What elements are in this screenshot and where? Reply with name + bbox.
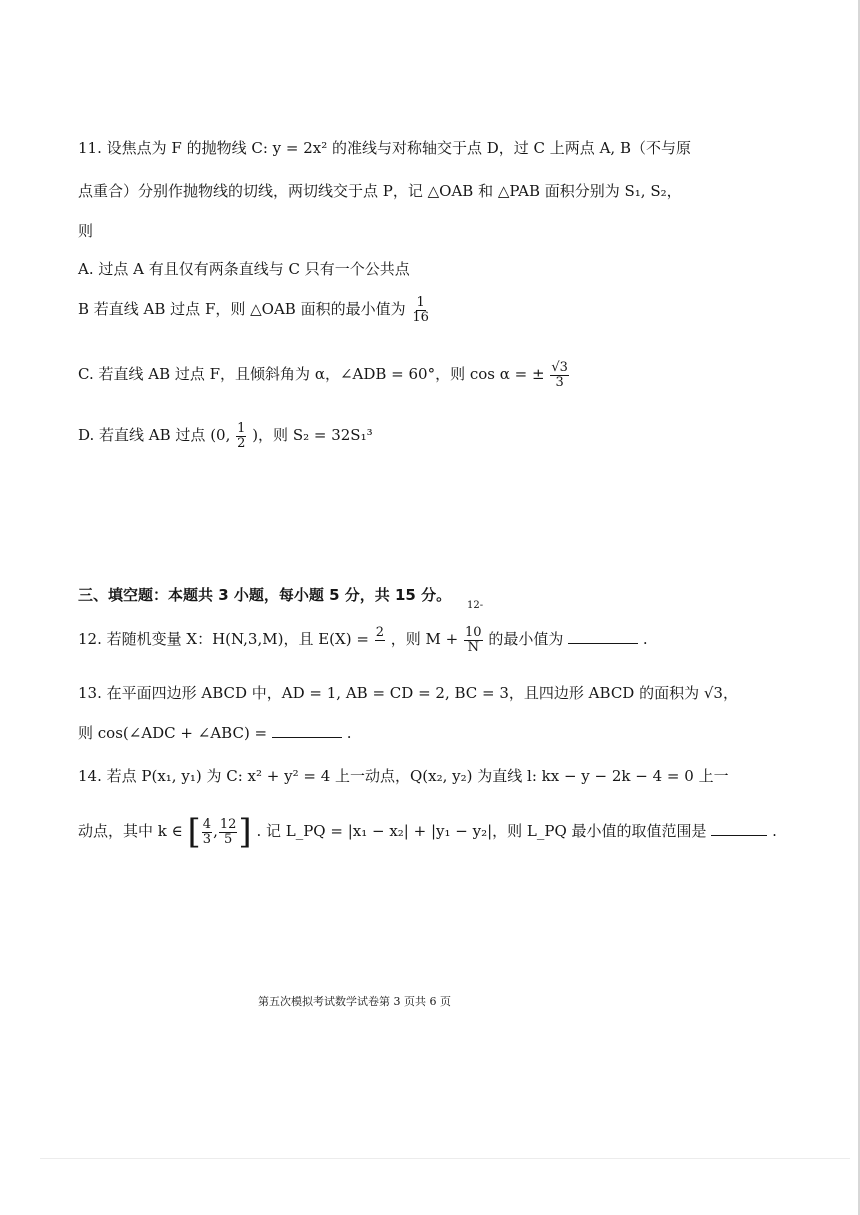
q11-line3: 则 <box>78 222 94 240</box>
q12-text: 12. 若随机变量 X：H(N,3,M)，且 E(X) = <box>78 630 369 649</box>
left-bracket: [ <box>187 812 201 852</box>
q11-option-a: A. 过点 A 有且仅有两条直线与 C 只有一个公共点 <box>78 260 410 278</box>
q13-line1: 13. 在平面四边形 ABCD 中，AD = 1, AB = CD = 2, BC = 3，且四边形 ABCD 的面积为 √3， <box>78 684 738 702</box>
fraction-numerator: 1 <box>237 421 246 436</box>
q14-fraction-upper <box>219 818 238 846</box>
q14-answer-blank[interactable] <box>711 821 767 836</box>
fraction-denominator: 3 <box>555 374 564 390</box>
q14-line1: 14. 若点 P(x₁, y₁) 为 C: x² + y² = 4 上一动点，Q(x₂, y₂) 为直线 l: kx − y − 2k − 4 = 0 上一 <box>78 767 729 785</box>
fraction-numerator: 12 <box>219 816 237 832</box>
q12 <box>78 626 648 654</box>
fraction-numerator: 1 <box>416 295 425 310</box>
scan-edge-bottom <box>40 1158 850 1159</box>
q11-line2: 点重合）分别作抛物线的切线，两切线交于点 P，记 △OAB 和 △PAB 面积分别为 S₁, S₂， <box>78 182 682 200</box>
q13-text: 则 cos(∠ADC + ∠ABC) = <box>78 724 268 742</box>
fraction-denominator <box>377 641 383 655</box>
fraction-numerator: 2 <box>375 625 384 640</box>
right-bracket: ] <box>238 812 252 852</box>
q12-fraction-ex <box>375 626 385 654</box>
fraction-denominator: 2 <box>237 435 246 451</box>
fraction-denominator: 5 <box>223 831 233 847</box>
q11-option-d-fraction <box>236 422 246 450</box>
fraction-denominator: 16 <box>412 309 429 325</box>
fraction-denominator: N <box>467 639 479 655</box>
fraction-numerator: 4 <box>202 816 212 832</box>
q11-line1: 11. 设焦点为 F 的抛物线 C: y = 2x² 的准线与对称轴交于点 D，过 C 上两点 A, B（不与原 <box>78 139 691 157</box>
q12-end: . <box>642 630 648 649</box>
q11-option-b-fraction <box>411 296 430 324</box>
q11-option-d <box>78 422 373 450</box>
section-3-heading: 三、填空题：本题共 3 小题，每小题 5 分，共 15 分。 <box>78 586 452 604</box>
q13-end: . <box>346 724 352 742</box>
q14-mid: . 记 L_PQ = |x₁ − x₂| + |y₁ − y₂|，则 L_PQ 最小值的取值范围是 <box>256 822 707 840</box>
q14-fraction-lower <box>202 818 212 846</box>
q11-option-b-text: B 若直线 AB 过点 F，则 △OAB 面积的最小值为 <box>78 300 406 319</box>
q11-option-c-text: C. 若直线 AB 过点 F，且倾斜角为 α，∠ADB = 60°，则 cos α = ± <box>78 365 545 384</box>
q12-post: 的最小值为 <box>488 630 564 649</box>
q13-line2 <box>78 722 351 743</box>
q14-end: . <box>772 822 777 840</box>
fraction-numerator: 10 <box>465 625 482 640</box>
fraction-numerator: √3 <box>551 360 568 375</box>
q11-option-d-text: D. 若直线 AB 过点 (0, <box>78 426 231 445</box>
q11-option-c-fraction <box>550 361 569 389</box>
page-footer: 第五次模拟考试数学试卷第 3 页共 6 页 <box>258 995 451 1008</box>
q14-line2: 动点，其中 k ∈ [ $\frac{4}{3}$ , $\frac{12}{5}$ ] . 记 L_PQ = |x₁ − x₂| + |y₁ − y₂|，则 L_PQ 最小值的取值范围是 . <box>78 812 777 852</box>
q11-option-b <box>78 296 431 324</box>
fraction-denominator: 3 <box>202 831 212 847</box>
q13-answer-blank[interactable] <box>272 723 342 738</box>
q12-mid: ，则 M + <box>390 630 459 649</box>
q14-text: 动点，其中 k ∈ <box>78 822 183 840</box>
q12-answer-blank[interactable] <box>568 629 638 644</box>
q12-fraction-10n <box>464 626 483 654</box>
stray-mark: 12- <box>467 600 484 611</box>
q11-option-c <box>78 361 570 389</box>
q11-option-d-tail: )，则 S₂ = 32S₁³ <box>252 426 373 445</box>
